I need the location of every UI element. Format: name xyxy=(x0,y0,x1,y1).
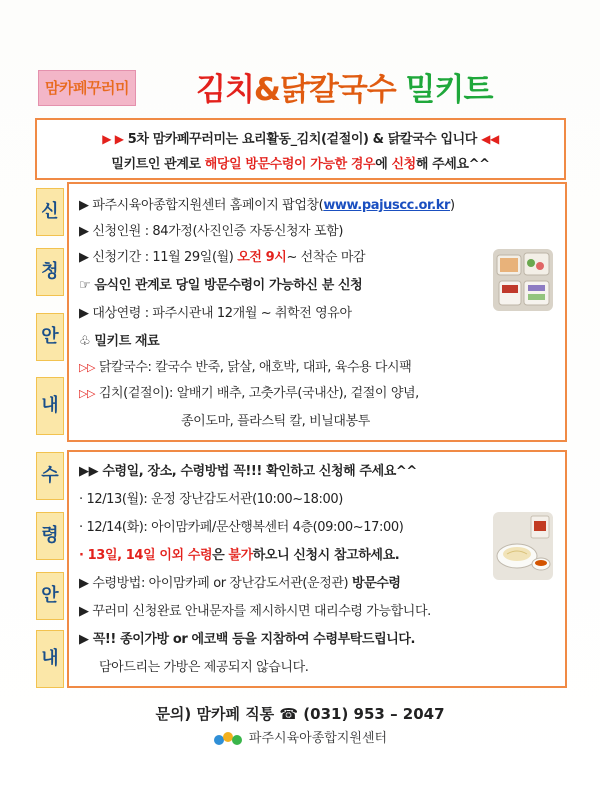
ingredients-kimchi-text: 김치(겉절이): 알배기 배추, 고춧가루(국내산), 겉절이 양념, xyxy=(98,386,419,401)
intro-text-2e: 해 주세요^^ xyxy=(415,157,490,172)
ingredients-tools-line: 종이도마, 플라스틱 칼, 비닐대봉투 xyxy=(181,414,370,429)
apply-period-end: ~ 선착순 마감 xyxy=(286,250,366,265)
arrow-left-icon: ◀◀ xyxy=(481,132,499,146)
homepage-link[interactable]: www.pajuscc.or.kr xyxy=(323,198,451,213)
triangle-outline-icon: ▷▷ xyxy=(79,387,96,400)
ingredients-kimchi-line xyxy=(79,382,419,401)
arrow-right-icon: ▶ ▶ xyxy=(102,132,124,146)
mealkit-photo xyxy=(493,249,553,311)
title-mealkit: 밀키트 xyxy=(405,72,493,108)
org-name: 파주시육아종합지원센터 xyxy=(248,731,388,746)
title-kimchi: 김치 xyxy=(196,72,254,108)
intro-line-2 xyxy=(37,153,564,172)
apply-period-line xyxy=(79,246,365,265)
pickup-method-visit: 방문수령 xyxy=(351,576,401,591)
title-row xyxy=(0,62,600,114)
pickup-warning-end: 하오니 신청시 참고하세요. xyxy=(252,548,400,563)
side-label-apply-3: 안 xyxy=(36,313,64,361)
pickup-warning xyxy=(79,544,399,563)
title-chicken-noodle: 닭칼국수 xyxy=(279,72,396,108)
org-logo-icon xyxy=(213,730,243,748)
pickup-heading: ▶▶ 수령일, 장소, 수령방법 꼭!!! 확인하고 신청해 주세요^^ xyxy=(79,464,417,479)
side-label-apply-4: 내 xyxy=(36,377,64,435)
pickup-info-box xyxy=(67,450,567,688)
intro-text-1: 5차 맘카페꾸러미는 요리활동_김치(겉절이) & 닭칼국수 입니다 xyxy=(127,132,477,147)
pickup-method xyxy=(79,572,401,591)
pickup-proxy: ▶ 꾸러미 신청완료 안내문자를 제시하시면 대리수령 가능합니다. xyxy=(79,604,431,619)
intro-text-2a: 밀키트인 관계로 xyxy=(111,157,205,172)
pickup-warning-impossible: 불가 xyxy=(228,548,253,563)
ingredients-noodle-line xyxy=(79,356,411,375)
side-label-apply-2: 청 xyxy=(36,248,64,296)
apply-period-time: 오전 9시 xyxy=(237,250,287,265)
triangle-outline-icon: ▷▷ xyxy=(79,361,96,374)
page-title xyxy=(196,64,492,109)
apply-homepage-line xyxy=(79,194,455,213)
contact-line: 문의) 맘카페 직통 ☎ (031) 953 – 2047 xyxy=(155,705,445,723)
apply-homepage-text: ▶ 파주시육아종합지원센터 홈페이지 팝업창( xyxy=(79,198,324,213)
side-label-pickup-3: 안 xyxy=(36,572,64,620)
pickup-warning-text: 은 xyxy=(212,548,229,563)
side-label-pickup-2: 령 xyxy=(36,512,64,560)
intro-highlight-apply: 신청 xyxy=(391,157,416,172)
intro-line-1 xyxy=(37,128,564,147)
pickup-bag: ▶ 꼭!! 종이가방 or 에코백 등을 지참하여 수령부탁드립니다. xyxy=(79,632,416,647)
pickup-method-text: ▶ 수령방법: 아이맘카페 or 장난감도서관(운정관) xyxy=(79,576,352,591)
dish-photo xyxy=(493,512,553,580)
side-label-apply-1: 신 xyxy=(36,188,64,236)
pickup-date-1: · 12/13(월): 운정 장난감도서관(10:00~18:00) xyxy=(79,492,343,507)
pickup-bag-note: 담아드리는 가방은 제공되지 않습니다. xyxy=(99,660,309,675)
side-label-pickup-1: 수 xyxy=(36,452,64,500)
apply-period-text: ▶ 신청기간 : 11월 29일(월) xyxy=(79,250,238,265)
title-amp: & xyxy=(253,72,280,108)
brand-badge: 맘카페꾸러미 xyxy=(38,70,136,106)
side-label-pickup-4: 내 xyxy=(36,630,64,688)
apply-homepage-close: ) xyxy=(450,198,455,213)
apply-age-line: ▶ 대상연령 : 파주시관내 12개월 ~ 취학전 영유아 xyxy=(79,306,352,321)
pickup-warning-dates: · 13일, 14일 이외 수령 xyxy=(79,548,213,563)
apply-info-box xyxy=(67,182,567,442)
intro-text-2c: 에 xyxy=(375,157,392,172)
apply-count-line: ▶ 신청인원 : 84가정(사진인증 자동신청자 포함) xyxy=(79,224,344,239)
pickup-date-2: · 12/14(화): 아이맘카페/문산행복센터 4층(09:00~17:00) xyxy=(79,520,404,535)
apply-note-line: ☞ 음식인 관계로 당일 방문수령이 가능하신 분 신청 xyxy=(79,278,363,293)
ingredients-noodle-text: 닭칼국수: 칼국수 반죽, 닭살, 애호박, 대파, 육수용 다시팩 xyxy=(98,360,412,375)
ingredients-heading: ♧ 밀키트 재료 xyxy=(79,334,160,349)
intro-highlight-visit: 해당일 방문수령이 가능한 경우 xyxy=(204,157,376,172)
intro-box xyxy=(35,118,566,180)
org-line xyxy=(0,727,600,748)
